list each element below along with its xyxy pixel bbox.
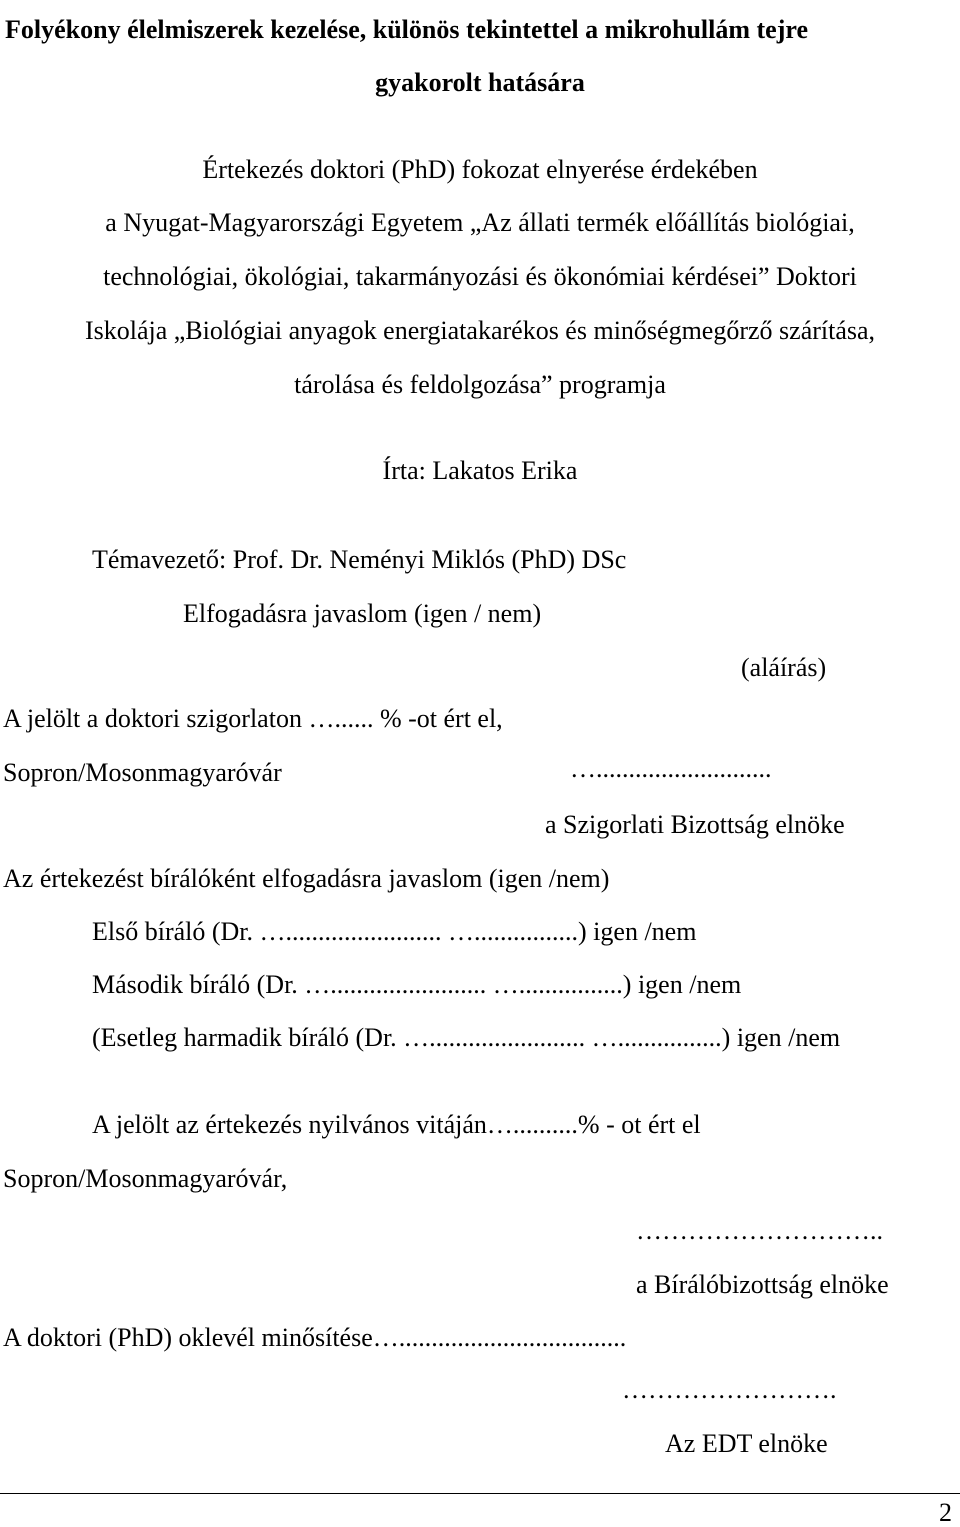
supervisor-line: Témavezető: Prof. Dr. Neményi Miklós (PhD) DSc: [92, 545, 627, 574]
reviewer-1-line: Első bíráló (Dr. …........................ …................) igen /nem: [92, 917, 697, 946]
footer-rule: [0, 1493, 960, 1494]
subtitle-line-3: technológiai, ökológiai, takarmányozási és ökonómiai kérdései” Doktori: [103, 262, 857, 291]
exam-place: Sopron/Mosonmagyaróvár: [3, 758, 282, 787]
defense-place: Sopron/Mosonmagyaróvár,: [3, 1164, 288, 1193]
exam-result-line: A jelölt a doktori szigorlaton …...... % -ot ért el,: [3, 704, 503, 733]
exam-chair-label: a Szigorlati Bizottság elnöke: [545, 810, 845, 839]
committee-signature-dots: ………………………..: [636, 1216, 883, 1245]
edt-signature-dots: …………………….: [622, 1375, 837, 1404]
exam-signature-dots: …...........................: [570, 754, 772, 783]
subtitle-line-4: Iskolája „Biológiai anyagok energiatakarékos és minőségmegőrző szárítása,: [84, 316, 876, 345]
signature-label: (aláírás): [741, 653, 827, 682]
diploma-rating-line: A doktori (PhD) oklevél minősítése…...................................: [3, 1323, 627, 1352]
edt-chair-label: Az EDT elnöke: [665, 1429, 828, 1458]
committee-chair-label: a Bírálóbizottság elnöke: [636, 1270, 889, 1299]
title-line-2: gyakorolt hatására: [375, 68, 585, 97]
subtitle-line-1: Értekezés doktori (PhD) fokozat elnyerése érdekében: [202, 155, 758, 184]
reviewers-intro-line: Az értekezést bírálóként elfogadásra javaslom (igen /nem): [3, 864, 610, 893]
subtitle-line-5: tárolása és feldolgozása” programja: [294, 370, 666, 399]
reviewer-3-line: (Esetleg harmadik bíráló (Dr. …........................ …................) igen /nem: [92, 1023, 841, 1052]
reviewer-2-line: Második bíráló (Dr. …........................ …................) igen /nem: [92, 970, 742, 999]
subtitle-line-2: a Nyugat-Magyarországi Egyetem „Az állati termék előállítás biológiai,: [105, 208, 855, 237]
accept-recommend-line: Elfogadásra javaslom (igen / nem): [183, 599, 542, 628]
page-number: 2: [939, 1498, 952, 1527]
title-line-1: Folyékony élelmiszerek kezelése, különös tekintettel a mikrohullám tejre: [5, 15, 808, 44]
author-line: Írta: Lakatos Erika: [382, 456, 578, 485]
defense-result-line: A jelölt az értekezés nyilvános vitáján…..........% - ot ért el: [92, 1110, 701, 1139]
